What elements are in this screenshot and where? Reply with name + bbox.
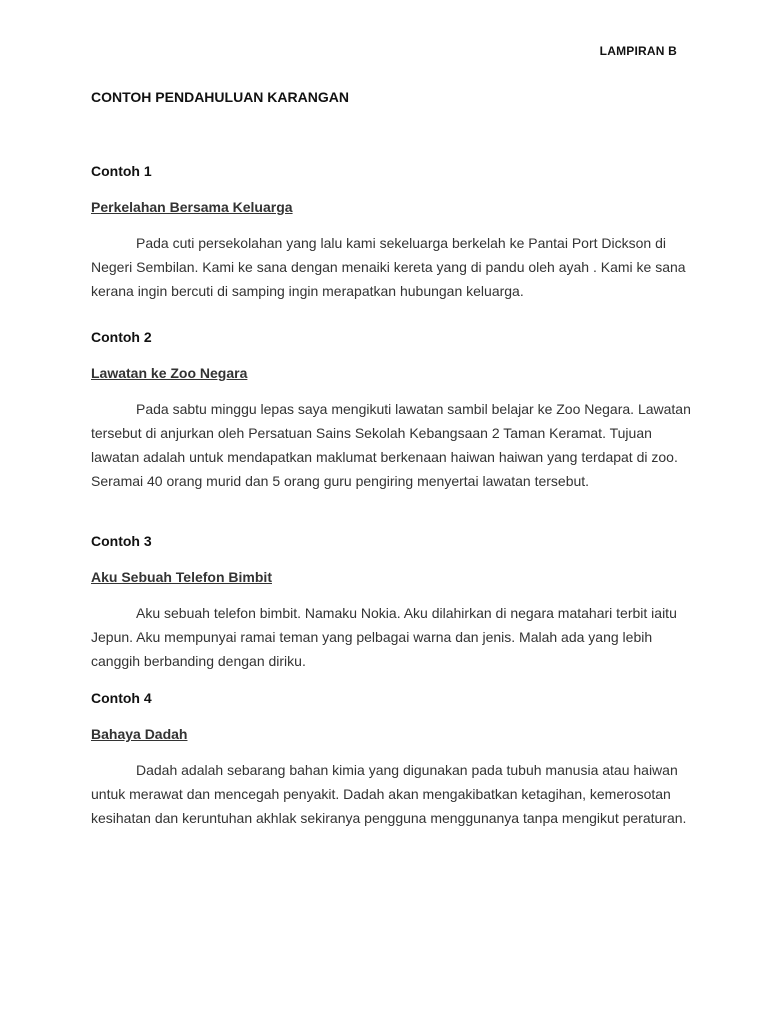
essay-paragraph: Aku sebuah telefon bimbit. Namaku Nokia. Aku dilahirkan di negara matahari terbit iaitu Jepun. Aku mempunyai ramai teman yang pelbagai warna dan jenis. Malah ada yang lebih canggih berbanding dengan diriku.	[91, 605, 677, 669]
example-heading: Contoh 3	[91, 533, 152, 549]
example-section	[91, 688, 691, 830]
example-heading: Contoh 4	[91, 690, 152, 706]
essay-paragraph: Pada cuti persekolahan yang lalu kami sekeluarga berkelah ke Pantai Port Dickson di Negeri Sembilan. Kami ke sana dengan menaiki kereta yang di pandu oleh ayah . Kami ke sana kerana ingin bercuti di samping ingin merapatkan hubungan keluarga.	[91, 235, 686, 299]
essay-title: Bahaya Dadah	[91, 726, 188, 742]
example-heading: Contoh 2	[91, 329, 152, 345]
appendix-label: LAMPIRAN B	[599, 44, 677, 58]
essay-title: Perkelahan Bersama Keluarga	[91, 199, 293, 215]
essay-paragraph: Pada sabtu minggu lepas saya mengikuti lawatan sambil belajar ke Zoo Negara. Lawatan tersebut di anjurkan oleh Persatuan Sains Sekolah Kebangsaan 2 Taman Keramat. Tujuan lawatan adalah untuk mendapatkan maklumat berkenaan haiwan haiwan yang terdapat di zoo. Seramai 40 orang murid dan 5 orang guru pengiring menyertai lawatan tersebut.	[91, 401, 691, 489]
essay-title: Aku Sebuah Telefon Bimbit	[91, 569, 272, 585]
essay-title: Lawatan ke Zoo Negara	[91, 365, 248, 381]
example-section	[91, 327, 691, 493]
essay-paragraph: Dadah adalah sebarang bahan kimia yang digunakan pada tubuh manusia atau haiwan untuk merawat dan mencegah penyakit. Dadah akan mengakibatkan ketagihan, kemerosotan kesihatan dan keruntuhan akhlak sekiranya pengguna menggunanya tanpa mengikut peraturan.	[91, 762, 687, 826]
example-section	[91, 161, 691, 303]
example-heading: Contoh 1	[91, 163, 152, 179]
example-section	[91, 531, 691, 673]
page-title: CONTOH PENDAHULUAN KARANGAN	[91, 89, 349, 105]
